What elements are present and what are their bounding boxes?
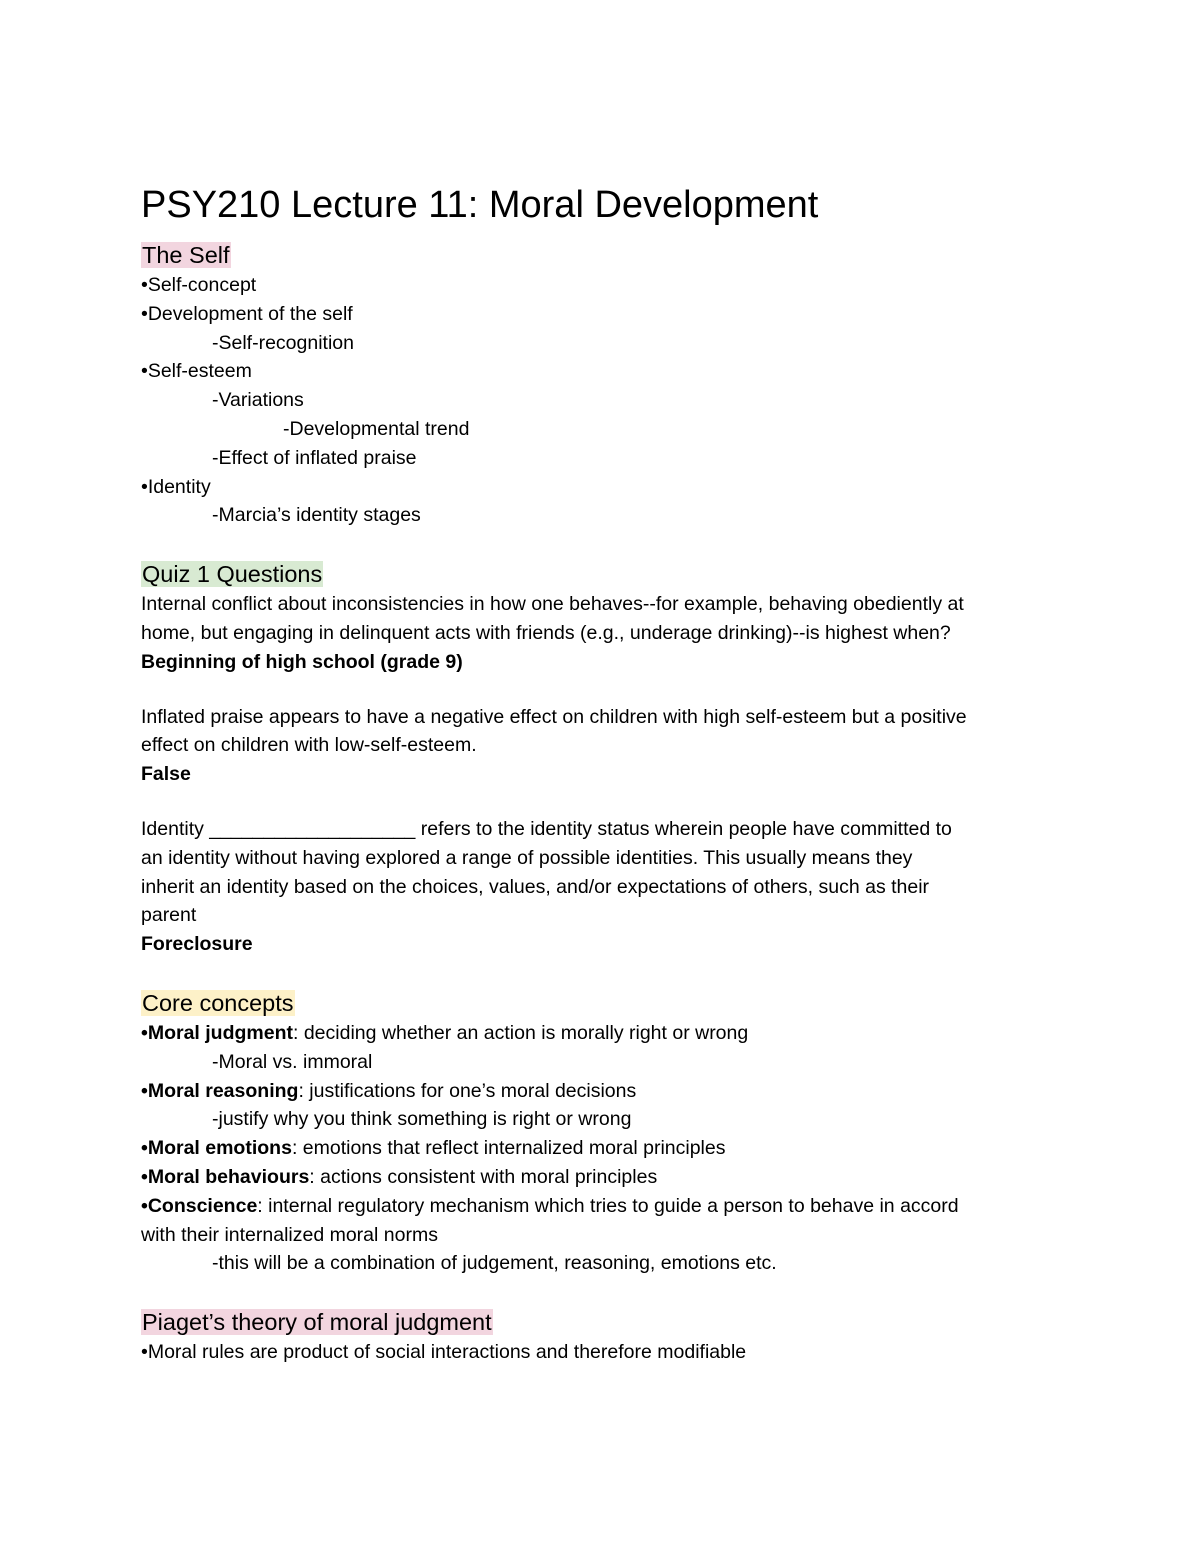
quiz-question-line: effect on children with low-self-esteem. bbox=[141, 734, 477, 757]
section-heading-piaget: Piaget’s theory of moral judgment bbox=[142, 1309, 492, 1336]
section-heading-quiz: Quiz 1 Questions bbox=[142, 561, 323, 588]
quiz-question-line: home, but engaging in delinquent acts with friends (e.g., underage drinking)--is highest when? bbox=[141, 621, 951, 644]
concept-item: •Moral behaviours: actions consistent with moral principles bbox=[141, 1165, 658, 1188]
quiz-answer: False bbox=[141, 763, 191, 786]
list-subitem: -Variations bbox=[212, 389, 304, 412]
concept-item: •Conscience: internal regulatory mechanism which tries to guide a person to behave in accord bbox=[141, 1194, 959, 1217]
quiz-question-line: parent bbox=[141, 904, 197, 927]
concept-item: •Moral judgment: deciding whether an action is morally right or wrong bbox=[141, 1021, 749, 1044]
concept-item: •Moral emotions: emotions that reflect internalized moral principles bbox=[141, 1137, 726, 1160]
page-title: PSY210 Lecture 11: Moral Development bbox=[141, 184, 819, 226]
list-item: •Self-esteem bbox=[141, 360, 252, 383]
concept-subitem: -Moral vs. immoral bbox=[212, 1050, 373, 1073]
quiz-question-line: Identity ___________________ refers to the identity status wherein people have committed to bbox=[141, 817, 952, 840]
spacer bbox=[141, 959, 1070, 987]
list-subitem: -Self-recognition bbox=[212, 331, 354, 354]
quiz-answer: Beginning of high school (grade 9) bbox=[141, 650, 463, 673]
list-item: •Self-concept bbox=[141, 274, 257, 296]
concept-subitem: -this will be a combination of judgement, reasoning, emotions etc. bbox=[212, 1252, 777, 1275]
spacer bbox=[141, 677, 1070, 703]
section-heading-core-concepts: Core concepts bbox=[142, 989, 294, 1016]
spacer bbox=[141, 1278, 1070, 1306]
list-subitem: -Marcia’s identity stages bbox=[212, 504, 421, 527]
quiz-question-line: inherit an identity based on the choices, values, and/or expectations of others, such as their bbox=[141, 875, 930, 898]
quiz-answer: Foreclosure bbox=[141, 933, 253, 956]
list-item: •Development of the self bbox=[141, 302, 353, 325]
concept-item: •Moral reasoning: justifications for one’s moral decisions bbox=[141, 1079, 637, 1102]
quiz-question-line: Internal conflict about inconsistencies in how one behaves--for example, behaving obediently at bbox=[141, 593, 964, 616]
concept-continuation: with their internalized moral norms bbox=[141, 1223, 438, 1246]
spacer bbox=[141, 530, 1070, 558]
spacer bbox=[141, 789, 1070, 815]
list-item: •Identity bbox=[141, 475, 211, 498]
section-heading-the-self: The Self bbox=[142, 242, 230, 268]
quiz-question-line: an identity without having explored a range of possible identities. This usually means they bbox=[141, 846, 913, 869]
list-subitem: -Effect of inflated praise bbox=[212, 446, 417, 469]
list-item: •Moral rules are product of social interactions and therefore modifiable bbox=[141, 1341, 747, 1364]
concept-subitem: -justify why you think something is right or wrong bbox=[212, 1108, 632, 1131]
quiz-question-line: Inflated praise appears to have a negative effect on children with high self-esteem but a positive bbox=[141, 705, 967, 728]
list-subsubitem: -Developmental trend bbox=[283, 417, 470, 440]
